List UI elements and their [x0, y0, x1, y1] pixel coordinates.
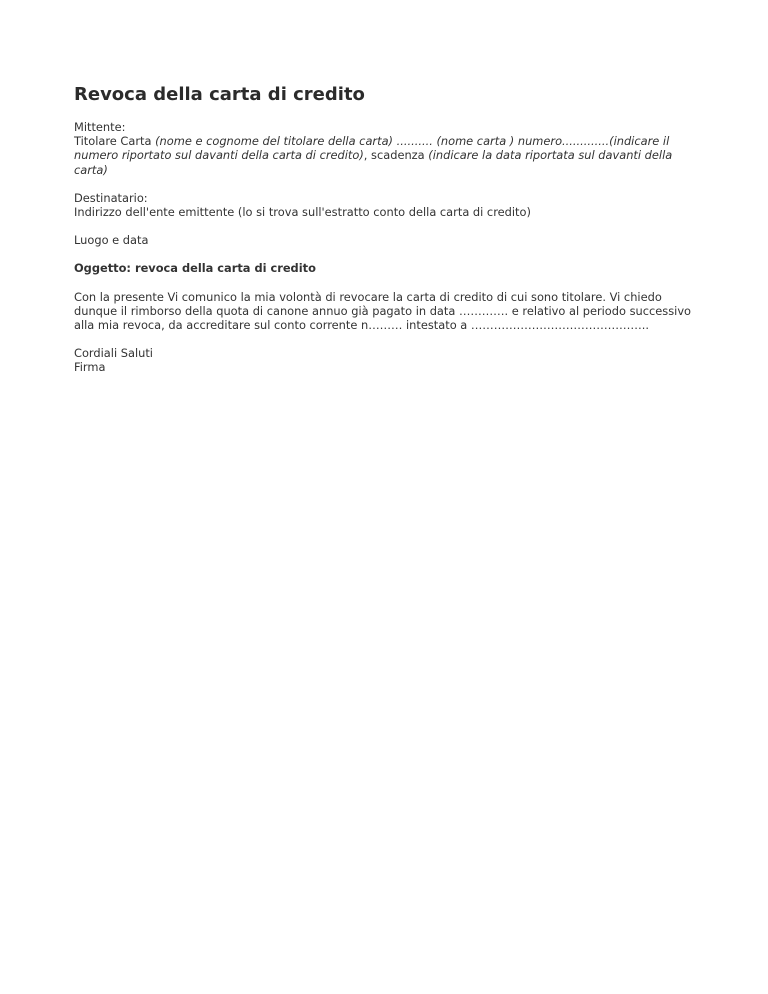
destinatario-label: Destinatario: [74, 190, 148, 205]
mittente-text-2: (nome e cognome del titolare della carta) .......... (nome carta ) numero.............(indicare il numero riportato sul davanti della carta di credito) [74, 134, 670, 163]
closing-saluti: Cordiali Saluti [74, 346, 153, 361]
destinatario-text: Indirizzo dell'ente emittente (lo si trova sull'estratto conto della carta di credito) [74, 205, 531, 220]
body-paragraph: Con la presente Vi comunico la mia volontà di revocare la carta di credito di cui sono titolare. Vi chiedo dunque il rimborso della quota di canone annuo già pagato in data …………. e relativo al periodo successivo alla mia revoca, da accreditare sul conto corrente n……… intestato a ……………………………………….. [74, 289, 692, 333]
closing-section [74, 346, 702, 374]
oggetto: Oggetto: revoca della carta di credito [74, 261, 316, 276]
closing-firma: Firma [74, 360, 106, 375]
mittente-text-4: (indicare la data riportata sul davanti della carta) [74, 148, 673, 177]
mittente-label: Mittente: [74, 120, 126, 134]
mittente-section [74, 120, 702, 177]
mittente-text-1: Titolare Carta [74, 134, 156, 149]
page-title: Revoca della carta di credito [74, 84, 365, 105]
document [74, 84, 702, 389]
luogo-data: Luogo e data [74, 233, 149, 248]
destinatario-section [74, 191, 702, 219]
mittente-text-3: , scadenza [363, 148, 429, 163]
